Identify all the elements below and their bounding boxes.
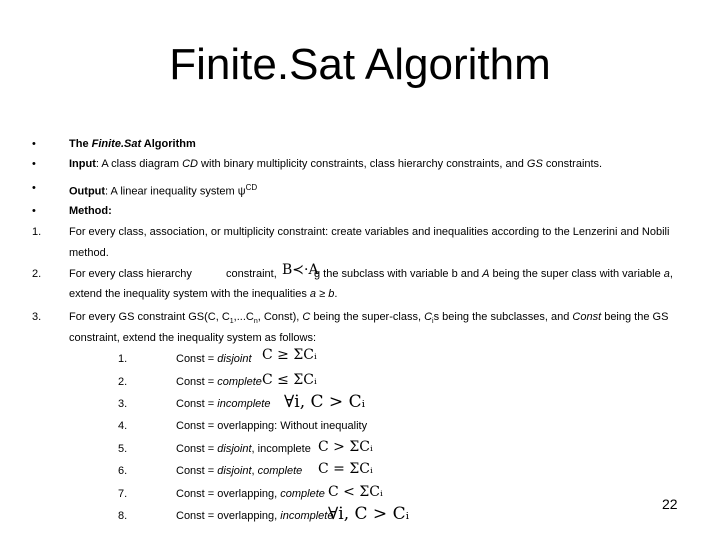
page-number: 22 <box>662 496 678 512</box>
inequality-formula: C = ΣCᵢ <box>318 461 373 477</box>
step-number: 2. <box>32 268 42 280</box>
bullet-marker: • <box>32 158 36 170</box>
slide-title: Finite.Sat Algorithm <box>169 40 551 89</box>
bullet-marker: • <box>32 205 36 217</box>
inequality-formula: ∀i, C > Cᵢ <box>284 392 365 412</box>
inequality-formula: ∀i, C > Cᵢ <box>328 504 409 524</box>
inequality-formula: C < ΣCᵢ <box>328 484 383 500</box>
step-number: 1. <box>32 226 42 238</box>
inequality-formula: C ≥ ΣCᵢ <box>262 347 317 363</box>
inequality-formula: C > ΣCᵢ <box>318 439 373 455</box>
inequality-formula: C ≤ ΣCᵢ <box>262 372 317 388</box>
bullet-marker: • <box>32 138 36 150</box>
step-number: 3. <box>32 311 42 323</box>
bullet-marker: • <box>32 182 36 194</box>
subclass-relation-formula: B≺·A <box>282 262 319 278</box>
